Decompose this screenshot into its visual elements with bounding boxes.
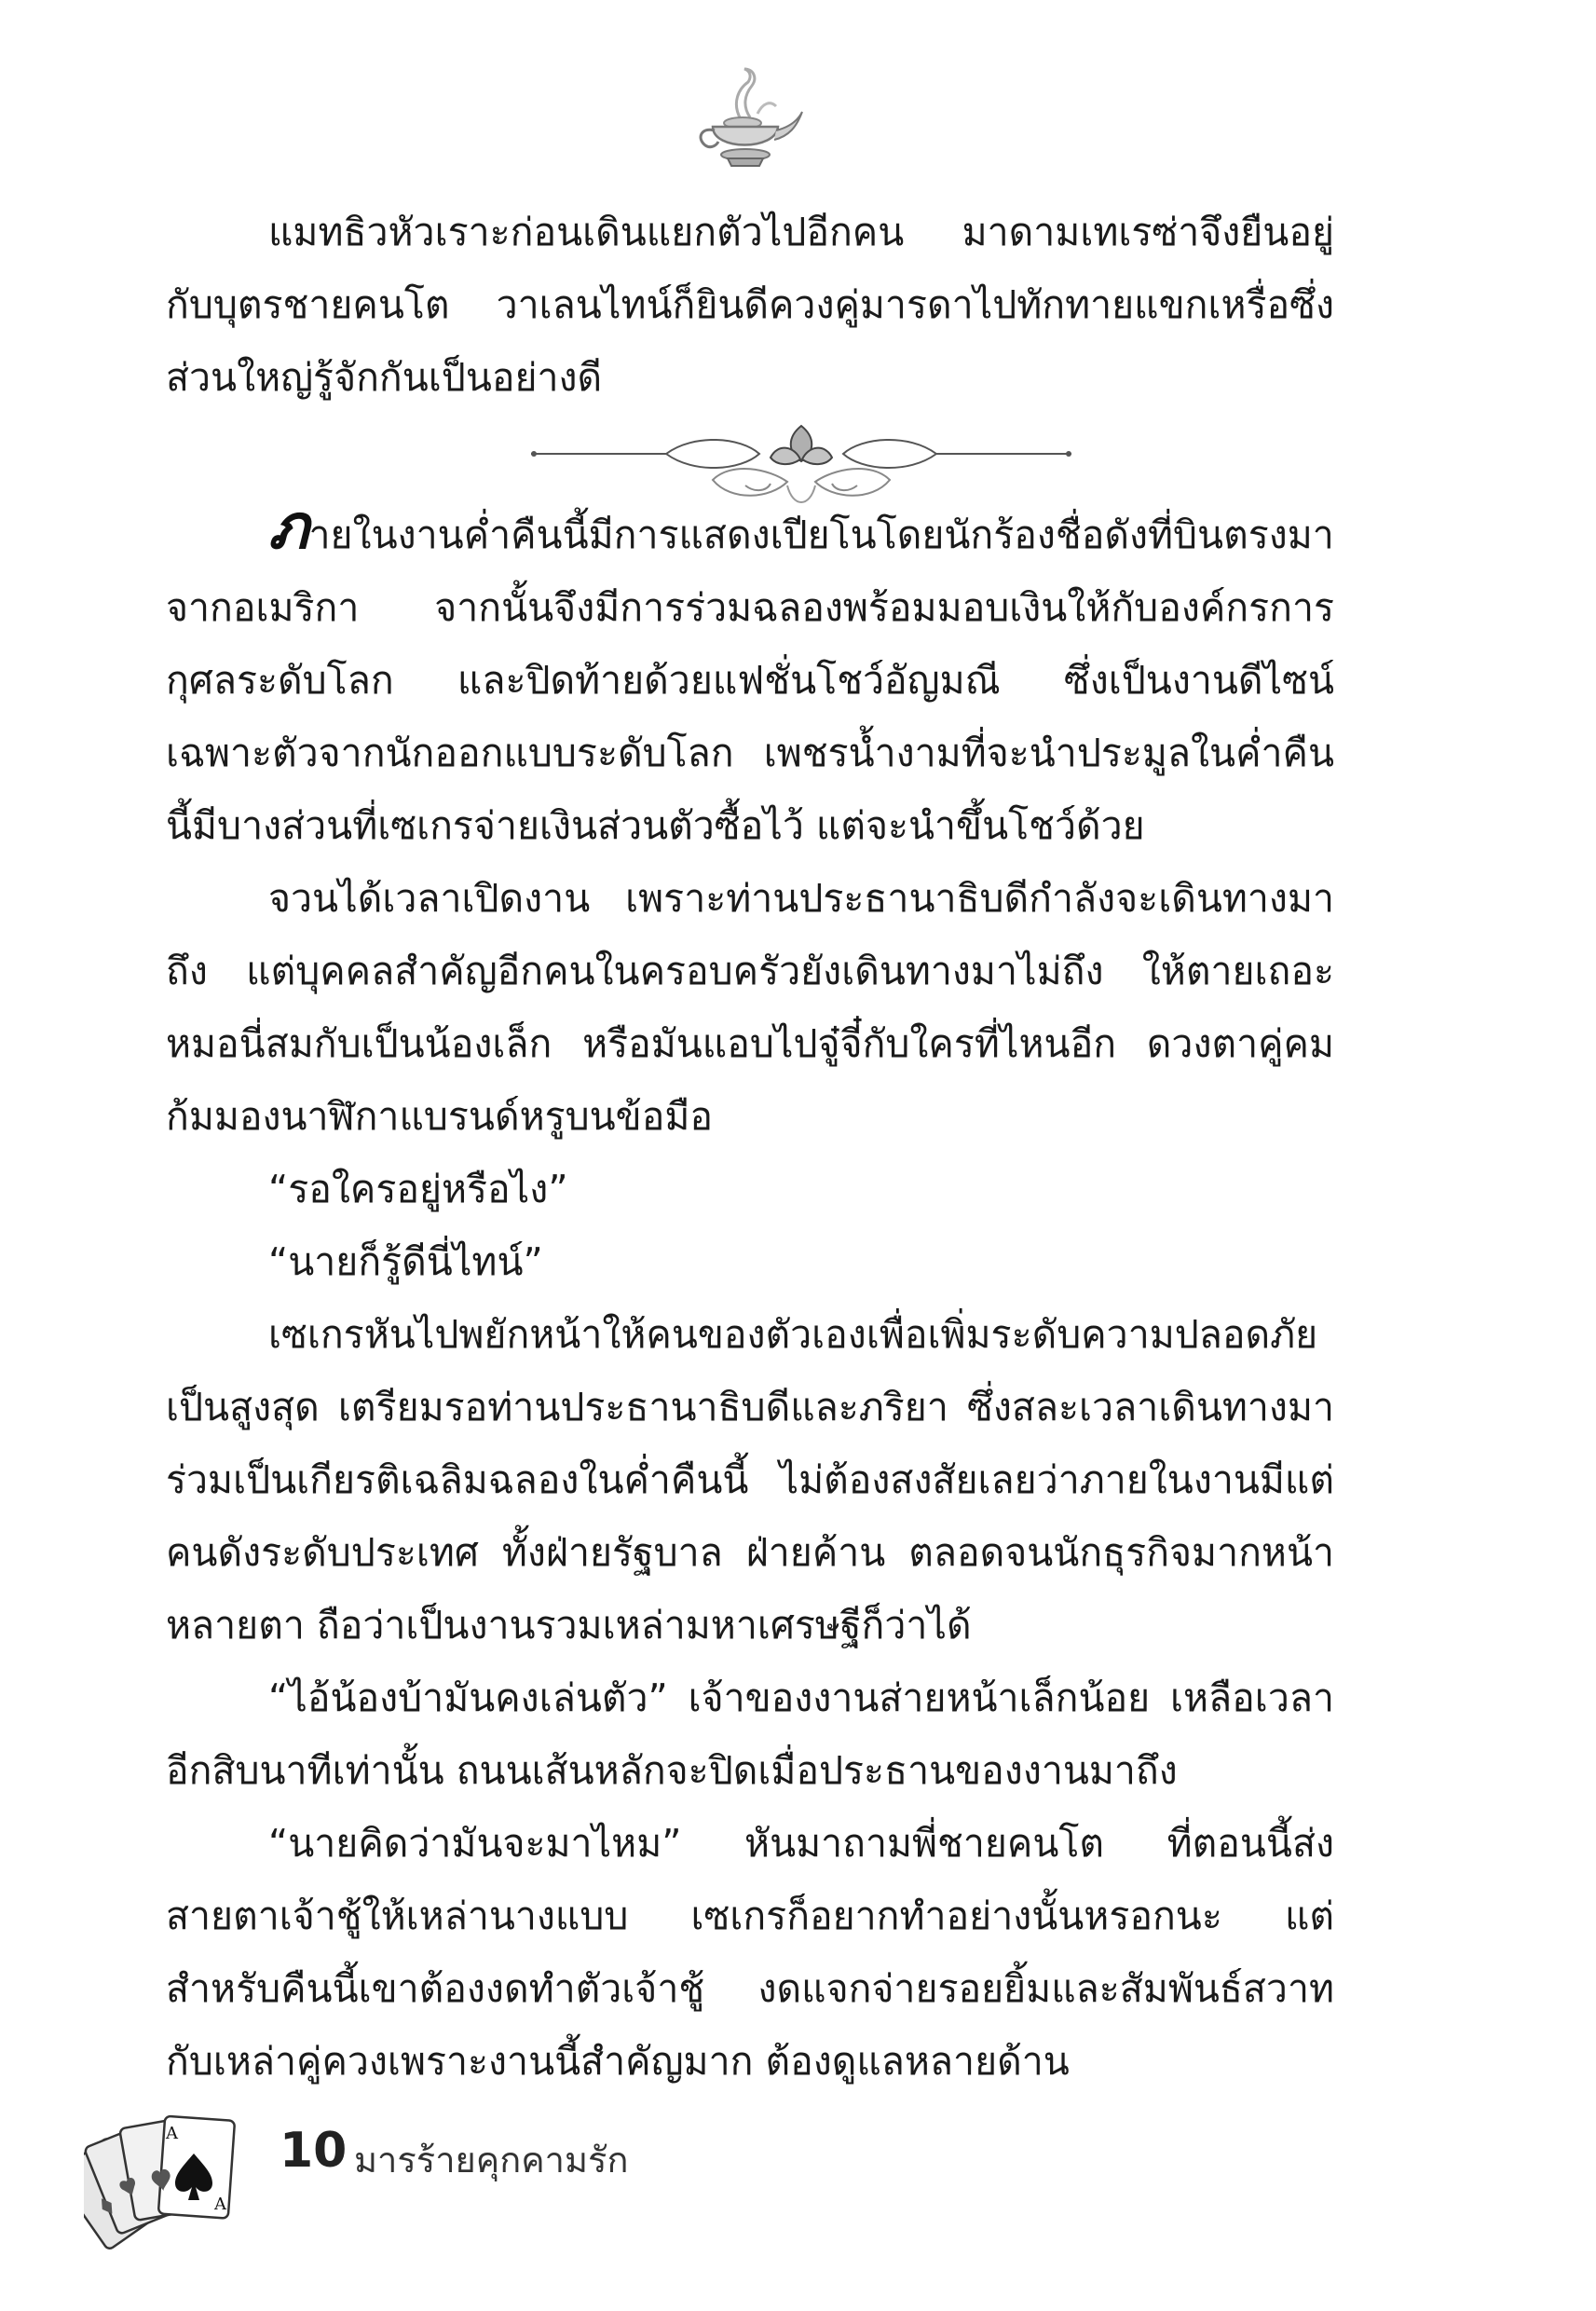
svg-text:A: A [214, 2195, 226, 2214]
paragraph: “ไอ้น้องบ้ามันคงเล่นตัว” เจ้าของงานส่ายหน้าเล็กน้อย เหลือเวลาอีกสิบนาทีเท่านั้น ถนนเส้นหลักจะปิดเมื่อประธานของงานมาถึง [166, 1675, 1334, 1793]
magic-lamp-icon [685, 65, 806, 172]
paragraph-with-dropcap [166, 490, 1334, 862]
book-title: มารร้ายคุกคามรัก [354, 2140, 629, 2181]
dialogue-line: “นายก็รู้ดีนี่ไทน์” [268, 1239, 543, 1284]
drop-cap: ภ [268, 490, 309, 563]
paragraph: เซเกรหันไปพยักหน้าให้คนของตัวเองเพื่อเพิ่มระดับความปลอดภัยเป็นสูงสุด เตรียมรอท่านประธานาธิบดีและภริยา ซึ่งสละเวลาเดินทางมาร่วมเป็นเกียรติเฉลิมฉลองในค่ำคืนนี้ ไม่ต้องสงสัยเลยว่าภายในงานมีแต่คนดังระดับประเทศ ทั้งฝ่ายรัฐบาล ฝ่ายค้าน ตลอดจนนักธุรกิจมากหน้าหลายตา ถือว่าเป็นงานรวมเหล่ามหาเศรษฐีก็ว่าได้ [166, 1312, 1334, 1648]
dialogue-line: “รอใครอยู่หรือไง” [268, 1167, 568, 1211]
page-number: 10 [280, 2123, 348, 2179]
playing-cards-icon [84, 2101, 270, 2250]
paragraph-text: ายในงานค่ำคืนนี้มีการแสดงเปียโนโดยนักร้องชื่อดังที่บินตรงมาจากอเมริกา จากนั้นจึงมีการร่วมฉลองพร้อมมอบเงินให้กับองค์กรการกุศลระดับโลก และปิดท้ายด้วยแฟชั่นโชว์อัญมณี ซึ่งเป็นงานดีไซน์เฉพาะตัวจากนักออกแบบระดับโลก เพชรน้ำงามที่จะนำประมูลในค่ำคืนนี้มีบางส่วนที่เซเกรจ่ายเงินส่วนตัวซื้อไว้ แต่จะนำขึ้นโชว์ด้วย [166, 513, 1334, 848]
svg-text:A: A [166, 2124, 178, 2143]
intro-section [166, 196, 1334, 414]
paragraph: จวนได้เวลาเปิดงาน เพราะท่านประธานาธิบดีกำลังจะเดินทางมาถึง แต่บุคคลสำคัญอีกคนในครอบครัวยังเดินทางมาไม่ถึง ให้ตายเถอะหมอนี่สมกับเป็นน้องเล็ก หรือมันแอบไปจู๋จี๋กับใครที่ไหนอีก ดวงตาคู่คมก้มมองนาฬิกาแบรนด์หรูบนข้อมือ [166, 876, 1334, 1139]
paragraph: แมทธิวหัวเราะก่อนเดินแยกตัวไปอีกคน มาดามเทเรซ่าจึงยืนอยู่กับบุตรชายคนโต วาเลนไทน์ก็ยินดีควงคู่มารดาไปทักทายแขกเหรื่อซึ่งส่วนใหญ่รู้จักกันเป็นอย่างดี [166, 210, 1334, 400]
paragraph: “นายคิดว่ามันจะมาไหม” หันมาถามพี่ชายคนโต ที่ตอนนี้ส่งสายตาเจ้าชู้ให้เหล่านางแบบ เซเกรก็อยากทำอย่างนั้นหรอกนะ แต่สำหรับคืนนี้เขาต้องงดทำตัวเจ้าชู้ งดแจกจ่ายรอยยิ้มและสัมพันธ์สวาทกับเหล่าคู่ควงเพราะงานนี้สำคัญมาก ต้องดูแลหลายด้าน [166, 1821, 1334, 2084]
main-section [166, 490, 1334, 2098]
